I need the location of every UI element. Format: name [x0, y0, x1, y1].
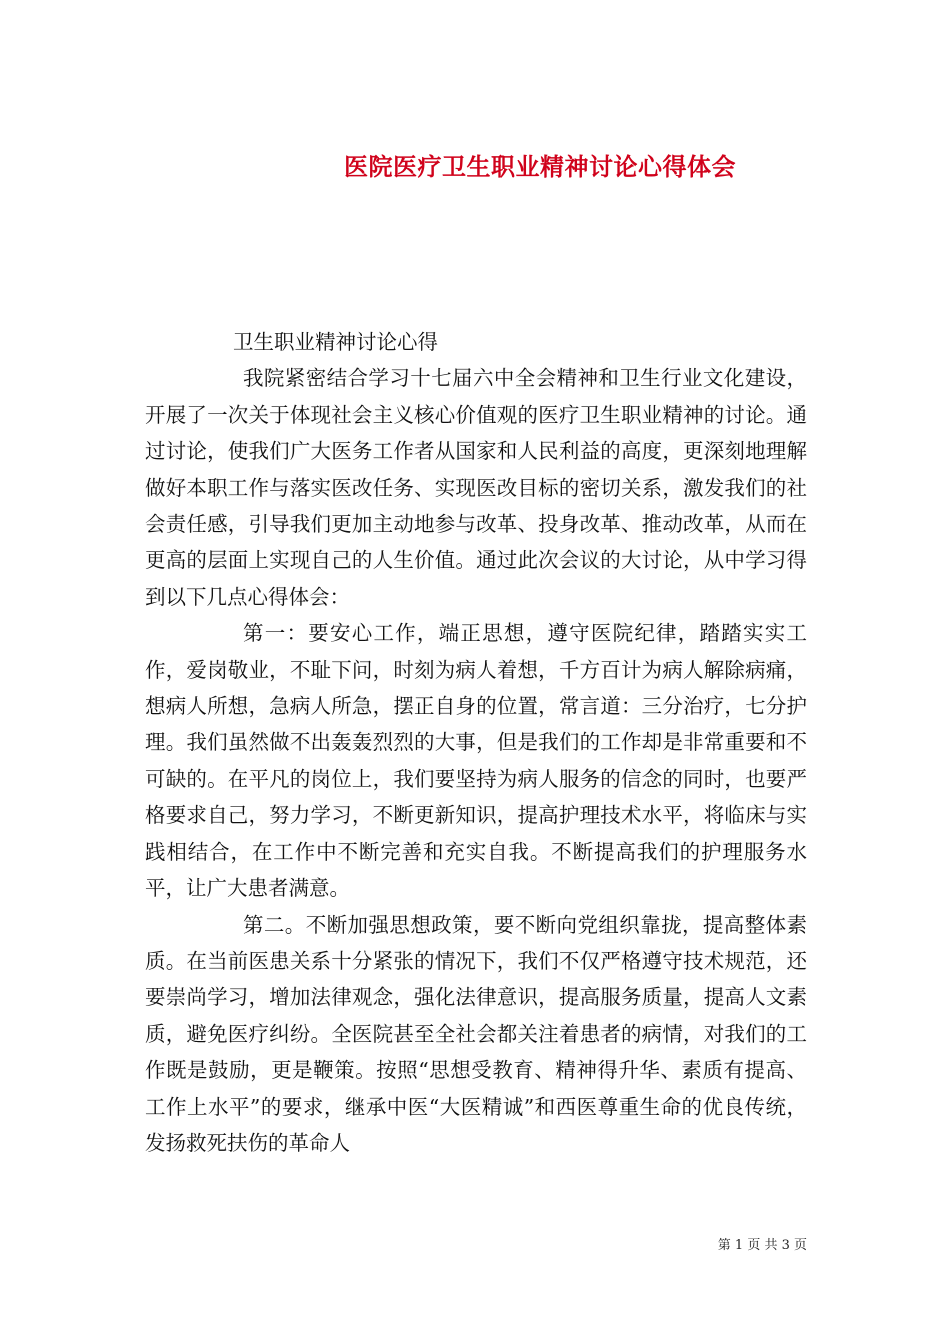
document-title: 医院医疗卫生职业精神讨论心得体会 [344, 152, 736, 182]
paragraph-point-one: 第一：要安心工作，端正思想，遵守医院纪律，踏踏实实工作，爱岗敬业，不耻下问，时刻为病人着想，千方百计为病人解除病痛，想病人所想，急病人所急，摆正自身的位置，常言道：三分治疗，七分护理。我们虽然做不出轰轰烈烈的大事，但是我们的工作却是非常重要和不可缺的。在平凡的岗位上，我们要坚持为病人服务的信念的同时，也要严格要求自己，努力学习，不断更新知识，提高护理技术水平，将临床与实践相结合，在工作中不断完善和充实自我。不断提高我们的护理服务水平，让广大患者满意。 [145, 621, 807, 901]
page-number-footer: 第 1 页 共 3 页 [717, 1238, 807, 1253]
document-body [145, 324, 807, 1161]
document-subtitle: 卫生职业精神讨论心得 [233, 330, 438, 354]
paragraph-point-two: 第二。不断加强思想政策，要不断向党组织靠拢，提高整体素质。在当前医患关系十分紧张的情况下，我们不仅严格遵守技术规范，还要崇尚学习，增加法律观念，强化法律意识，提高服务质量，提高人文素质，避免医疗纠纷。全医院甚至全社会都关注着患者的病情，对我们的工作既是鼓励，更是鞭策。按照“思想受教育、精神得升华、素质有提高、工作上水平”的要求，继承中医“大医精诚”和西医尊重生命的优良传统，发扬救死扶伤的革命人 [145, 912, 807, 1155]
paragraph-intro: 我院紧密结合学习十七届六中全会精神和卫生行业文化建设，开展了一次关于体现社会主义核心价值观的医疗卫生职业精神的讨论。通过讨论，使我们广大医务工作者从国家和人民利益的高度，更深刻地理解做好本职工作与落实医改任务、实现医改目标的密切关系，激发我们的社会责任感，引导我们更加主动地参与改革、投身改革、推动改革，从而在更高的层面上实现自己的人生价值。通过此次会议的大讨论，从中学习得到以下几点心得体会： [145, 366, 807, 609]
